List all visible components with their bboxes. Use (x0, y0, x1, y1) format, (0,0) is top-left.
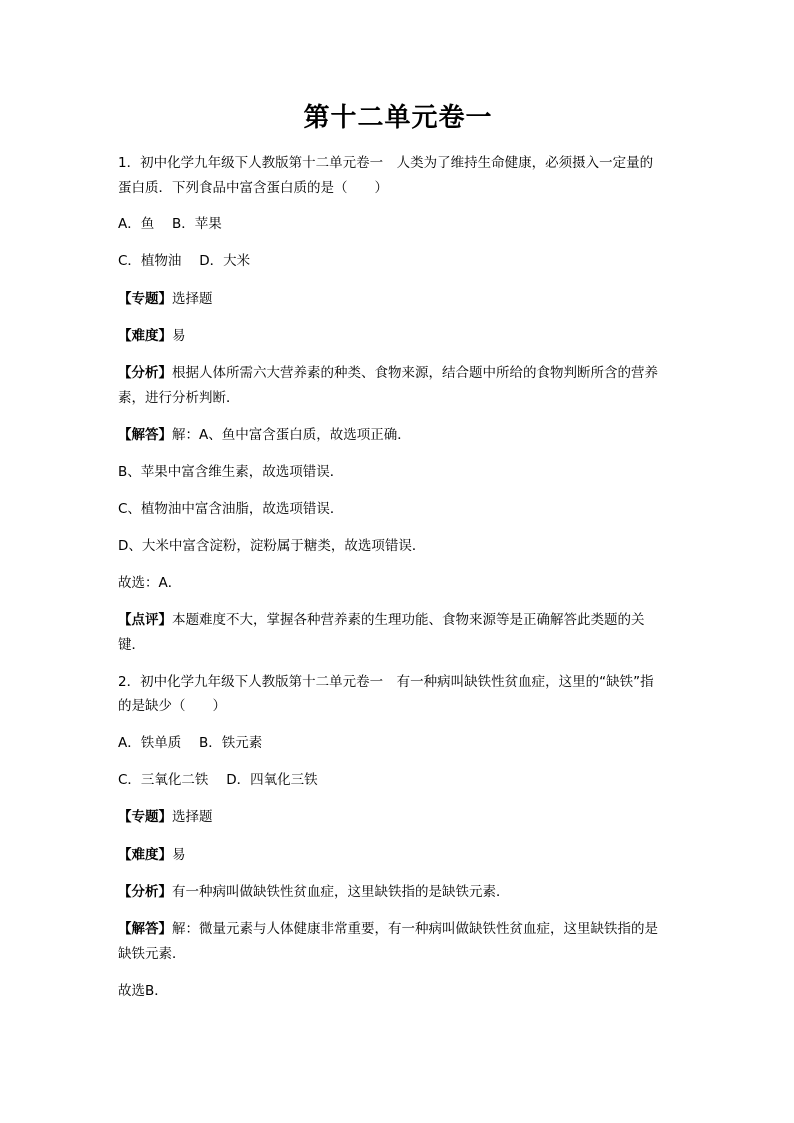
q1-topic-value: 选择题 (172, 291, 213, 307)
q2-difficulty-tag: 【难度】 (118, 847, 172, 863)
q2-topic-value: 选择题 (172, 809, 213, 825)
q1-difficulty-tag: 【难度】 (118, 328, 172, 344)
q2-answer-text1: 解：微量元素与人体健康非常重要，有一种病叫做缺铁性贫血症，这里缺铁指的是 (172, 921, 658, 937)
q1-analysis-text1: 根据人体所需六大营养素的种类、食物来源，结合题中所给的食物判断所含的营养 (172, 365, 658, 381)
q1-analysis-line2: 素，进行分析判断． (118, 390, 240, 406)
q2-answer-line2: 缺铁元素． (118, 946, 186, 962)
q1-choice: 故选：A． (118, 575, 182, 591)
q2-options-line2: C．三氧化二铁 D．四氧化三铁 (118, 772, 318, 788)
q1-options-line2: C．植物油 D．大米 (118, 253, 251, 269)
q1-analysis-tag: 【分析】 (118, 365, 172, 381)
q1-answer-line2: B、苹果中富含维生素，故选项错误． (118, 464, 344, 480)
q2-analysis-line1 (118, 880, 678, 904)
q1-answer-line3: C、植物油中富含油脂，故选项错误． (118, 501, 344, 517)
q1-answer-line4: D、大米中富含淀粉，淀粉属于糖类，故选项错误． (118, 538, 426, 554)
q2-topic-tag: 【专题】 (118, 809, 172, 825)
q2-analysis-text1: 有一种病叫做缺铁性贫血症，这里缺铁指的是缺铁元素． (172, 884, 510, 900)
q1-comment-text1: 本题难度不大，掌握各种营养素的生理功能、食物来源等是正确解答此类题的关 (172, 612, 645, 628)
q1-analysis-line1 (118, 361, 678, 385)
q2-analysis-tag: 【分析】 (118, 884, 172, 900)
q2-difficulty-value: 易 (172, 847, 186, 863)
q1-topic (118, 287, 678, 311)
q2-choice: 故选B． (118, 983, 168, 999)
q1-answer-text1: 解：A、鱼中富含蛋白质，故选项正确． (172, 427, 411, 443)
q1-comment-line2: 键． (118, 637, 145, 653)
q1-difficulty (118, 324, 678, 348)
q1-options-line1: A．鱼 B．苹果 (118, 216, 222, 232)
q1-comment-tag: 【点评】 (118, 612, 172, 628)
q1-comment-line1 (118, 608, 678, 632)
q2-answer-line1 (118, 917, 678, 941)
q1-difficulty-value: 易 (172, 328, 186, 344)
page-title: 第十二单元卷一 (303, 103, 493, 133)
q2-topic (118, 805, 678, 829)
q2-answer-tag: 【解答】 (118, 921, 172, 937)
q2-difficulty (118, 843, 678, 867)
q1-answer-line1 (118, 423, 678, 447)
q1-answer-tag: 【解答】 (118, 427, 172, 443)
q1-stem-line1: 1．初中化学九年级下人教版第十二单元卷一 人类为了维持生命健康，必须摄入一定量的 (118, 155, 654, 171)
q2-stem-line2: 的是缺少（ ） (118, 698, 226, 714)
q1-stem-line2: 蛋白质．下列食品中富含蛋白质的是（ ） (118, 180, 388, 196)
q1-topic-tag: 【专题】 (118, 291, 172, 307)
q2-options-line1: A．铁单质 B．铁元素 (118, 735, 263, 751)
q2-stem-line1: 2．初中化学九年级下人教版第十二单元卷一 有一种病叫缺铁性贫血症，这里的“缺铁”指 (118, 674, 654, 690)
